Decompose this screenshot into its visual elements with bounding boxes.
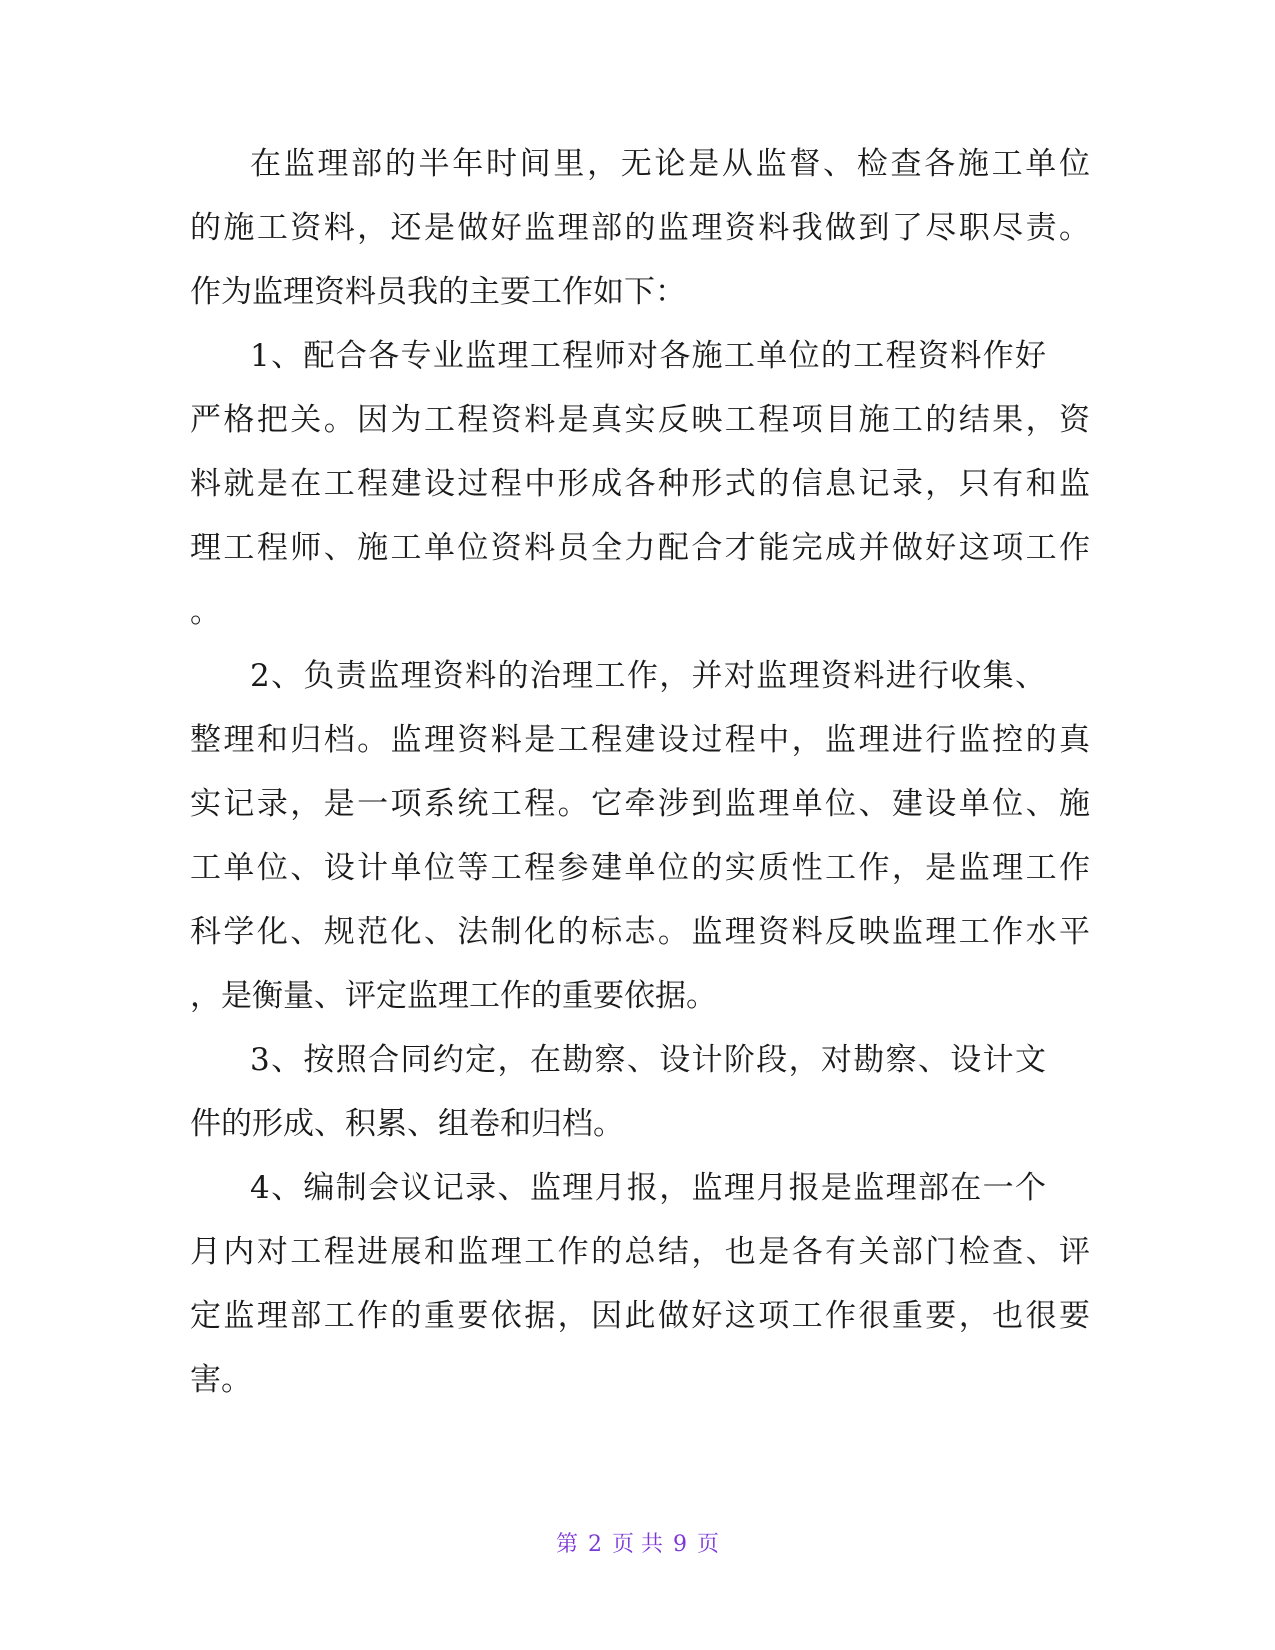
paragraph-line: ，是衡量、评定监理工作的重要依据。 [190, 978, 717, 1014]
paragraph-line: 1、配合各专业监理工程师对各施工单位的工程资料作好 [250, 338, 1046, 374]
paragraph-line: 实记录，是一项系统工程。它牵涉到监理单位、建设单位、施 [190, 786, 1090, 822]
page-number-footer [0, 1525, 1275, 1565]
total-pages-number: 9 [673, 1532, 687, 1557]
paragraph-line: 2、负责监理资料的治理工作，并对监理资料进行收集、 [250, 658, 1046, 694]
paragraph-line: 件的形成、积累、组卷和归档。 [190, 1106, 624, 1142]
paragraph-line: 料就是在工程建设过程中形成各种形式的信息记录，只有和监 [190, 466, 1090, 502]
paragraph-line: 科学化、规范化、法制化的标志。监理资料反映监理工作水平 [190, 914, 1090, 950]
paragraph-line: 作为监理资料员我的主要工作如下： [190, 274, 686, 310]
paragraph-line: 工单位、设计单位等工程参建单位的实质性工作，是监理工作 [190, 850, 1090, 886]
paragraph-line: 。 [190, 594, 221, 630]
paragraph-line: 害。 [190, 1362, 252, 1398]
paragraph-line: 4、编制会议记录、监理月报，监理月报是监理部在一个 [250, 1170, 1046, 1206]
paragraph-line: 整理和归档。监理资料是工程建设过程中，监理进行监控的真 [190, 722, 1090, 758]
paragraph-line: 理工程师、施工单位资料员全力配合才能完成并做好这项工作 [190, 530, 1090, 566]
paragraph-line: 3、按照合同约定，在勘察、设计阶段，对勘察、设计文 [250, 1042, 1046, 1078]
footer-middle: 页 共 [612, 1532, 663, 1557]
current-page-number: 2 [588, 1532, 602, 1557]
paragraph-line: 的施工资料，还是做好监理部的监理资料我做到了尽职尽责。 [190, 210, 1090, 246]
paragraph-line: 定监理部工作的重要依据，因此做好这项工作很重要，也很要 [190, 1298, 1090, 1334]
footer-suffix: 页 [697, 1532, 720, 1557]
footer-prefix: 第 [555, 1532, 578, 1557]
paragraph-line: 严格把关。因为工程资料是真实反映工程项目施工的结果，资 [190, 402, 1090, 438]
paragraph-line: 月内对工程进展和监理工作的总结，也是各有关部门检查、评 [190, 1234, 1090, 1270]
paragraph-line: 在监理部的半年时间里，无论是从监督、检查各施工单位 [250, 146, 1090, 182]
